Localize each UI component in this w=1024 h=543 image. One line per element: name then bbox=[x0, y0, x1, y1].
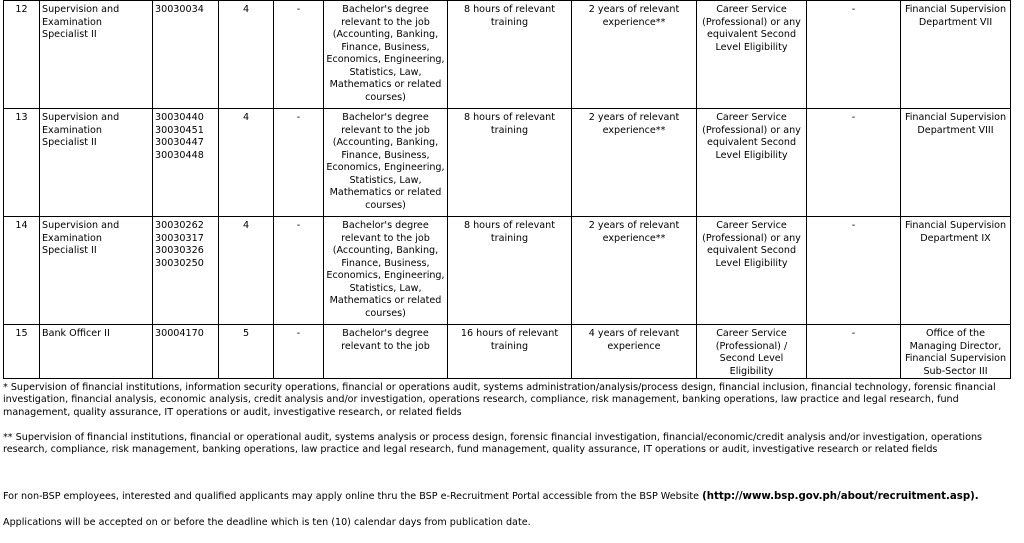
competency-dash-cell: - bbox=[807, 325, 901, 379]
salary-grade-cell: 4 bbox=[219, 109, 274, 217]
eligibility-cell: Career Service (Professional) or any equivalent Second Level Eligibility bbox=[697, 1, 807, 109]
competency-dash-cell: - bbox=[807, 217, 901, 325]
table-row bbox=[4, 325, 1011, 379]
position-title-cell: Supervision and Examination Specialist II bbox=[40, 217, 153, 325]
item-number: 30030034 bbox=[155, 4, 204, 15]
item-number: 30030448 bbox=[155, 149, 204, 161]
eligibility-cell: Career Service (Professional) / Second Level Eligibility bbox=[697, 325, 807, 379]
row-number-cell: 15 bbox=[4, 325, 40, 379]
recruitment-portal-link[interactable]: (http://www.bsp.gov.ph/about/recruitment.asp). bbox=[702, 491, 979, 502]
department-cell: Financial Supervision Department VIII bbox=[901, 109, 1011, 217]
education-cell: Bachelor's degree relevant to the job (Accounting, Banking, Finance, Business, Economics, Engineering, Statistics, Law, Mathematics or related courses) bbox=[324, 217, 448, 325]
department-cell: Office of the Managing Director, Financial Supervision Sub-Sector III bbox=[901, 325, 1011, 379]
competency-dash-cell: - bbox=[807, 1, 901, 109]
salary-grade-cell: 4 bbox=[219, 1, 274, 109]
experience-cell: 2 years of relevant experience** bbox=[572, 109, 697, 217]
blank-dash-cell: - bbox=[274, 325, 324, 379]
application-instructions bbox=[3, 491, 1013, 503]
table-row bbox=[4, 109, 1011, 217]
item-number: 30030440 bbox=[155, 112, 204, 123]
item-number: 30004170 bbox=[155, 328, 204, 339]
training-cell: 8 hours of relevant training bbox=[448, 217, 572, 325]
table-row bbox=[4, 1, 1011, 109]
item-numbers-cell bbox=[153, 325, 219, 379]
department-cell: Financial Supervision Department VII bbox=[901, 1, 1011, 109]
eligibility-cell: Career Service (Professional) or any equivalent Second Level Eligibility bbox=[697, 217, 807, 325]
blank-dash-cell: - bbox=[274, 109, 324, 217]
salary-grade-cell: 4 bbox=[219, 217, 274, 325]
salary-grade-cell: 5 bbox=[219, 325, 274, 379]
department-cell: Financial Supervision Department IX bbox=[901, 217, 1011, 325]
position-title-cell: Bank Officer II bbox=[40, 325, 153, 379]
footnote-double-star: ** Supervision of financial institutions, financial or operational audit, systems analysis or process design, forensic financial investigation, financial/economic/credit analysis and/or investigation, operations research, compliance, risk management, banking operations, law practice and legal research, fund management, quality assurance, IT operations or audit, investigative research or related fields bbox=[3, 432, 983, 456]
row-number-cell: 12 bbox=[4, 1, 40, 109]
application-deadline: Applications will be accepted on or before the deadline which is ten (10) calendar days from publication date. bbox=[3, 517, 531, 528]
item-numbers-cell bbox=[153, 217, 219, 325]
position-title-cell: Supervision and Examination Specialist II bbox=[40, 1, 153, 109]
footnote-single-star: * Supervision of financial institutions, information security operations, financial or operations audit, systems administration/analysis/process design, financial inclusion, financial technology, forensic financial investigation, financial analysis, economic analysis, credit analysis and/or investigation, operations research, compliance, risk management, banking operations, law practice and legal research, fund management, quality assurance, IT operations or audit, investigative research, or related fields bbox=[3, 382, 996, 418]
experience-cell: 2 years of relevant experience** bbox=[572, 1, 697, 109]
table-body bbox=[4, 1, 1011, 379]
item-number: 30030451 bbox=[155, 124, 204, 136]
training-cell: 16 hours of relevant training bbox=[448, 325, 572, 379]
experience-cell: 4 years of relevant experience bbox=[572, 325, 697, 379]
education-cell: Bachelor's degree relevant to the job (Accounting, Banking, Finance, Business, Economics, Engineering, Statistics, Law, Mathematics or related courses) bbox=[324, 1, 448, 109]
training-cell: 8 hours of relevant training bbox=[448, 109, 572, 217]
row-number-cell: 13 bbox=[4, 109, 40, 217]
item-numbers-cell bbox=[153, 1, 219, 109]
competency-dash-cell: - bbox=[807, 109, 901, 217]
application-text: For non-BSP employees, interested and qualified applicants may apply online thru the BSP e-Recruitment Portal accessible from the BSP Website bbox=[3, 491, 703, 502]
position-title-cell: Supervision and Examination Specialist II bbox=[40, 109, 153, 217]
item-number: 30030447 bbox=[155, 137, 204, 148]
eligibility-cell: Career Service (Professional) or any equivalent Second Level Eligibility bbox=[697, 109, 807, 217]
row-number-cell: 14 bbox=[4, 217, 40, 325]
item-number: 30030262 bbox=[155, 220, 204, 231]
education-cell: Bachelor's degree relevant to the job (Accounting, Banking, Finance, Business, Economics, Engineering, Statistics, Law, Mathematics or related courses) bbox=[324, 109, 448, 217]
item-number: 30030317 bbox=[155, 232, 204, 244]
blank-dash-cell: - bbox=[274, 217, 324, 325]
experience-cell: 2 years of relevant experience** bbox=[572, 217, 697, 325]
training-cell: 8 hours of relevant training bbox=[448, 1, 572, 109]
blank-dash-cell: - bbox=[274, 1, 324, 109]
item-number: 30030250 bbox=[155, 257, 204, 269]
table-row bbox=[4, 217, 1011, 325]
education-cell: Bachelor's degree relevant to the job bbox=[324, 325, 448, 379]
positions-table bbox=[3, 0, 1011, 379]
item-numbers-cell bbox=[153, 109, 219, 217]
item-number: 30030326 bbox=[155, 245, 204, 256]
